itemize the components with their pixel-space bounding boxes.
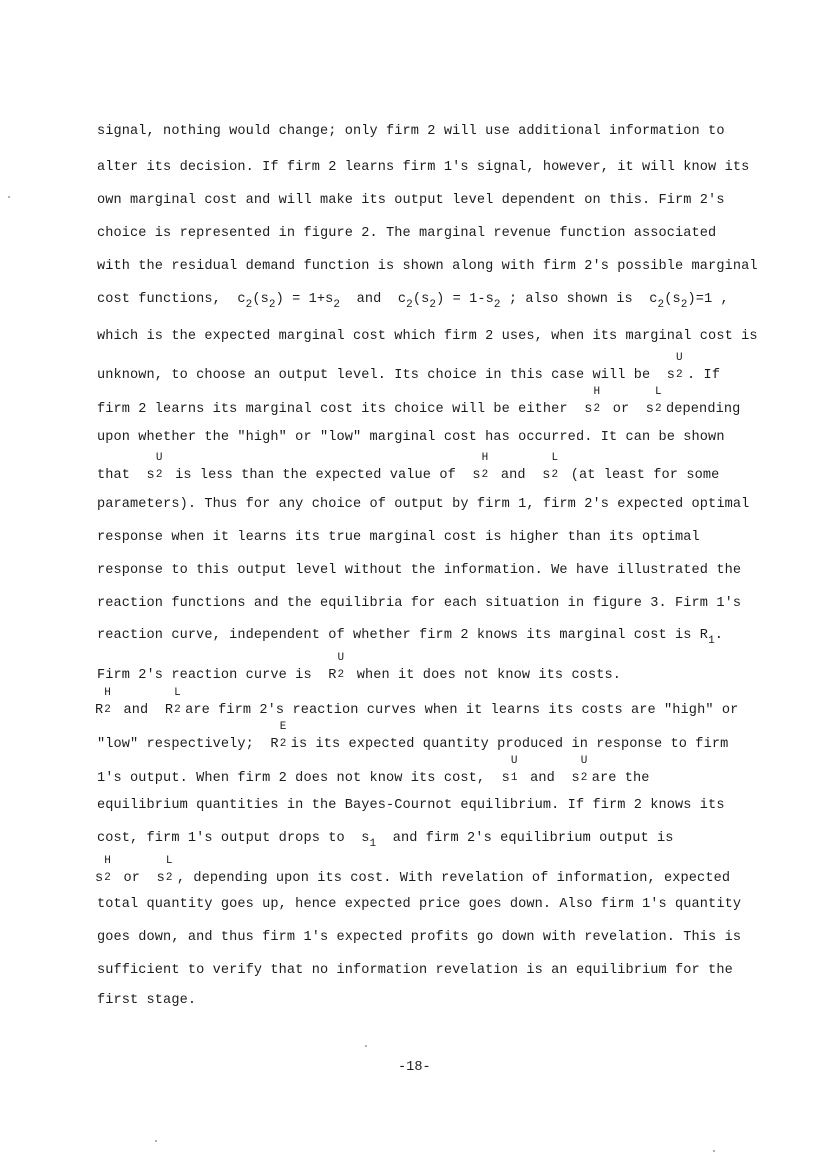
scan-speck xyxy=(713,1150,715,1152)
text-line: sufficient to verify that no information revelation is an equilibrium for the xyxy=(97,963,733,978)
text-line: equilibrium quantities in the Bayes-Cournot equilibrium. If firm 2 knows its xyxy=(97,798,725,813)
text-line: upon whether the "high" or "low" marginal cost has occurred. It can be shown xyxy=(97,430,725,445)
text-line-math: s H 2 or s L 2 , depending upon its cost. With revelation of information, expected xyxy=(95,855,731,886)
scan-speck xyxy=(155,1140,157,1142)
text-line-math: cost, firm 1's output drops to $s_1$ and firm 2's equilibrium output is xyxy=(97,831,674,850)
text-line: parameters). Thus for any choice of output by firm 1, firm 2's expected optimal xyxy=(97,497,750,512)
scan-speck xyxy=(8,196,10,198)
text-line: alter its decision. If firm 2 learns firm 1's signal, however, it will know its xyxy=(97,160,750,175)
scan-speck xyxy=(365,1045,367,1047)
text-line-math: 1's output. When firm 2 does not know its cost, s U 1 and s U 2 are the xyxy=(97,755,650,786)
text-line-math: unknown, to choose an output level. Its choice in this case will be s U 2 . If xyxy=(97,352,721,383)
text-line: which is the expected marginal cost which firm 2 uses, when its marginal cost is xyxy=(97,329,758,344)
text-line-math: R H 2 and R L 2 are firm 2's reaction curves when it learns its costs are "high" or xyxy=(95,687,739,718)
text-line: reaction functions and the equilibria for each situation in figure 3. Firm 1's xyxy=(97,596,742,611)
text-line-math: that s U 2 is less than the expected value of s H 2 and s L 2 (at least for some xyxy=(97,452,720,483)
text-line: own marginal cost and will make its output level dependent on this. Firm 2's xyxy=(97,193,725,208)
text-line: response when it learns its true marginal cost is higher than its optimal xyxy=(97,530,700,545)
text-line-math: "low" respectively; R E 2 is its expected quantity produced in response to firm xyxy=(97,721,729,752)
text-line: choice is represented in figure 2. The marginal revenue function associated xyxy=(97,226,717,241)
text-line-math: Firm 2's reaction curve is R U 2 when it does not know its costs. xyxy=(97,652,621,683)
text-line-math: reaction curve, independent of whether firm 2 knows its marginal cost is $R_1$. xyxy=(97,628,724,647)
text-line: total quantity goes up, hence expected price goes down. Also firm 1's quantity xyxy=(97,897,742,912)
text-line: signal, nothing would change; only firm 2 will use additional information to xyxy=(97,124,725,139)
text-line-math: cost functions, $c_2(s_2) = 1+s_2$ and $c_2(s_2) = 1-s_2$ ; also shown is $c_2(s_2)=1$ , xyxy=(97,292,729,311)
text-line: goes down, and thus firm 1's expected profits go down with revelation. This is xyxy=(97,930,742,945)
text-line-math: firm 2 learns its marginal cost its choice will be either s H 2 or s L 2 depending xyxy=(97,386,741,417)
page-number: -18- xyxy=(398,1060,431,1075)
text-line: response to this output level without the information. We have illustrated the xyxy=(97,563,742,578)
text-line: with the residual demand function is shown along with firm 2's possible marginal xyxy=(97,259,758,274)
text-line: first stage. xyxy=(97,993,197,1008)
